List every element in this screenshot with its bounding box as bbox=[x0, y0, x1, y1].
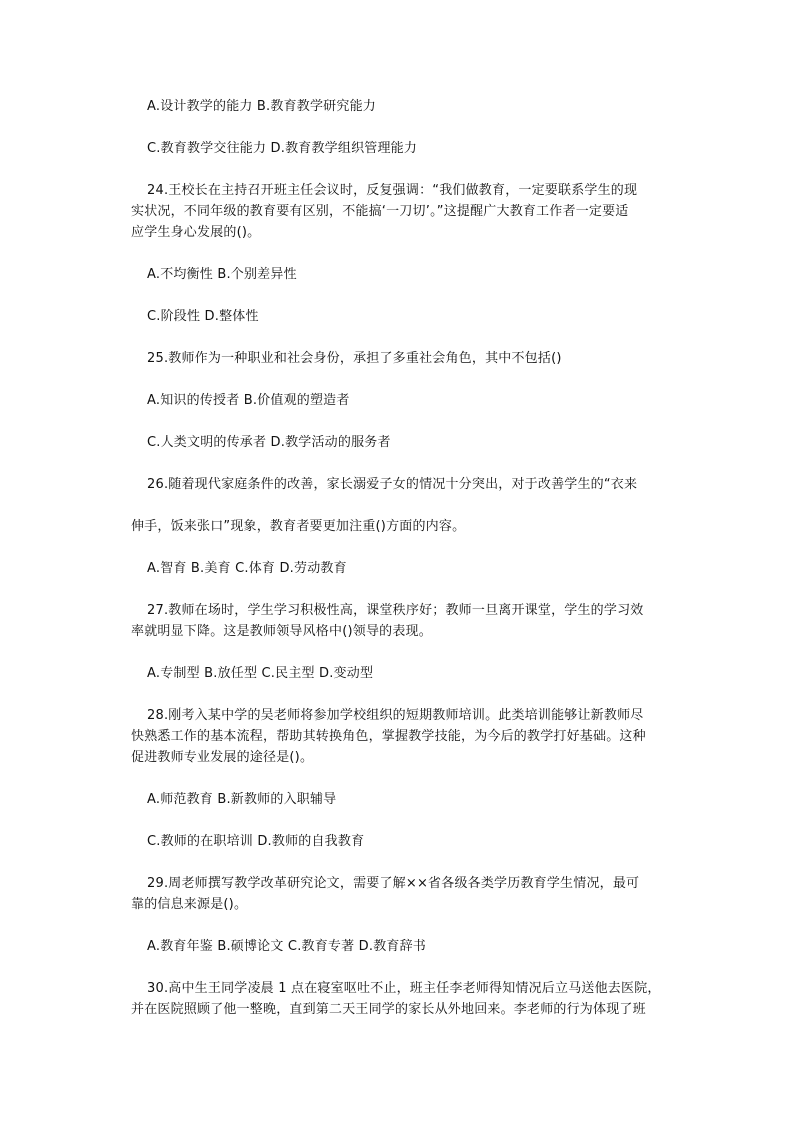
option-line-28-cd: C.教师的在职培训 D.教师的自我教育 bbox=[147, 834, 365, 849]
option-line-24-ab: A.不均衡性 B.个别差异性 bbox=[147, 267, 297, 282]
question-30-line-1: 30.高中生王同学凌晨 1 点在寝室呕吐不止，班主任李老师得知情况后立马送他去医院， bbox=[147, 981, 661, 996]
option-line-27: A.专制型 B.放任型 C.民主型 D.变动型 bbox=[147, 666, 374, 681]
question-24-line-2: 实状况，不同年级的教育要有区别，不能搞‘一刀切’。”这提醒广大教育工作者一定要适 bbox=[131, 204, 629, 219]
question-27-line-1: 27.教师在场时，学生学习积极性高，课堂秩序好；教师一旦离开课堂，学生的学习效 bbox=[147, 603, 644, 618]
option-line-25-ab: A.知识的传授者 B.价值观的塑造者 bbox=[147, 393, 350, 408]
option-line-23-ab: A.设计教学的能力 B.教育教学研究能力 bbox=[147, 99, 376, 114]
option-line-28-ab: A.师范教育 B.新教师的入职辅导 bbox=[147, 792, 337, 807]
question-29-line-2: 靠的信息来源是()。 bbox=[131, 897, 248, 912]
question-26-line-1: 26.随着现代家庭条件的改善，家长溺爱子女的情况十分突出，对于改善学生的“衣来 bbox=[147, 477, 638, 492]
question-28-line-3: 促进教师专业发展的途径是()。 bbox=[131, 750, 314, 765]
question-28-line-1: 28.刚考入某中学的吴老师将参加学校组织的短期教师培训。此类培训能够让新教师尽 bbox=[147, 708, 644, 723]
question-24-line-1: 24.王校长在主持召开班主任会议时，反复强调：“我们做教育，一定要联系学生的现 bbox=[147, 183, 638, 198]
option-line-24-cd: C.阶段性 D.整体性 bbox=[147, 309, 259, 324]
question-24-line-3: 应学生身心发展的()。 bbox=[131, 225, 261, 240]
option-line-26: A.智育 B.美育 C.体育 D.劳动教育 bbox=[147, 561, 347, 576]
question-28-line-2: 快熟悉工作的基本流程，帮助其转换角色，掌握教学技能，为今后的教学打好基础。这种 bbox=[131, 729, 646, 744]
question-25-line-1: 25.教师作为一种职业和社会身份，承担了多重社会角色，其中不包括() bbox=[147, 351, 562, 366]
question-30-line-2: 并在医院照顾了他一整晚，直到第二天王同学的家长从外地回来。李老师的行为体现了班 bbox=[131, 1002, 646, 1017]
option-line-23-cd: C.教育教学交往能力 D.教育教学组织管理能力 bbox=[147, 141, 418, 156]
question-26-line-2: 伸手，饭来张口”现象，教育者要更加注重()方面的内容。 bbox=[131, 519, 466, 534]
option-line-25-cd: C.人类文明的传承者 D.教学活动的服务者 bbox=[147, 435, 391, 450]
question-27-line-2: 率就明显下降。这是教师领导风格中()领导的表现。 bbox=[131, 624, 432, 639]
option-line-29: A.教育年鉴 B.硕博论文 C.教育专著 D.教育辞书 bbox=[147, 939, 426, 954]
question-29-line-1: 29.周老师撰写教学改革研究论文，需要了解××省各级各类学历教育学生情况，最可 bbox=[147, 876, 640, 891]
